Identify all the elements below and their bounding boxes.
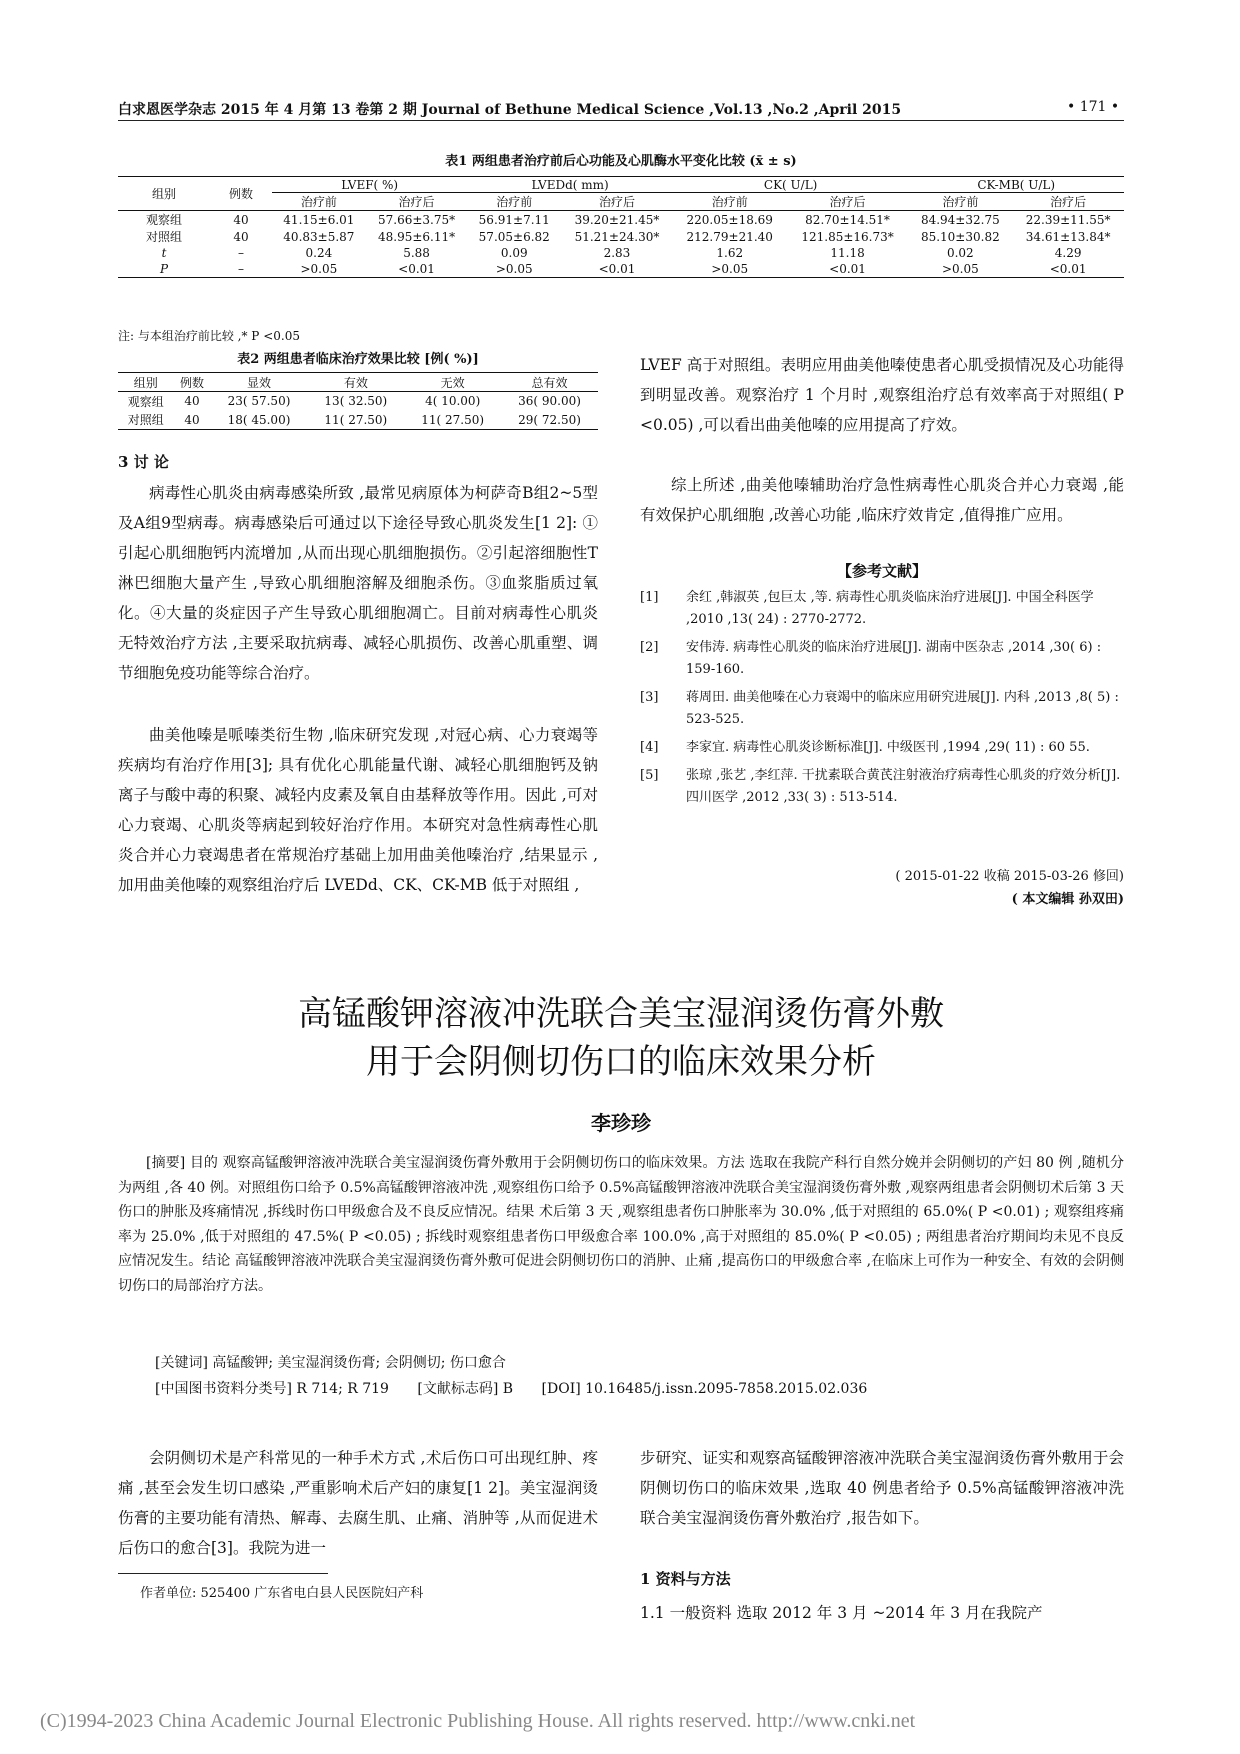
table1-header-ck: CK( U/L) [673, 177, 909, 193]
table-cell: 34.61±13.84* [1025, 229, 1111, 244]
table-cell: 4( 10.00) [425, 394, 481, 409]
table-cell: <0.01 [1012, 261, 1124, 277]
table-cell: 84.94±32.75 [920, 212, 1000, 227]
table-cell: 39.20±21.45* [574, 212, 660, 227]
table-cell: 40 [174, 411, 211, 430]
classification-number: [中国图书资料分类号] R 714; R 719 [155, 1381, 389, 1397]
table2 [118, 372, 598, 430]
editor-credit: ( 本文编辑 孙双田) [1011, 892, 1124, 907]
received-dates: ( 2015-01-22 收稿 2015-03-26 修回) [895, 869, 1124, 884]
table1-note: 注: 与本组治疗前比较 ,* P <0.05 [118, 329, 300, 343]
article-title-line: 高锰酸钾溶液冲洗联合美宝湿润烫伤膏外敷 [298, 994, 944, 1034]
table-cell: <0.01 [787, 261, 909, 277]
table-cell: P [118, 261, 210, 277]
article-classification [155, 1378, 1125, 1398]
table-row [118, 411, 598, 430]
table-cell: 4.29 [1054, 246, 1082, 260]
table-cell: 18( 45.00) [211, 411, 308, 430]
table1-header-lvedd: LVEDd( mm) [467, 177, 672, 193]
table-cell: 11( 27.50) [404, 411, 501, 430]
table1-caption: 表1 两组患者治疗前后心功能及心肌酶水平变化比较 (x̄ ± s) [445, 154, 797, 169]
table-cell: 48.95±6.11* [377, 229, 456, 244]
table2-caption: 表2 两组患者临床治疗效果比较 [例( %)] [237, 352, 479, 367]
table-cell: – [210, 261, 272, 277]
table1-subheader: 治疗后 [1012, 193, 1124, 211]
article-title-line: 用于会阴侧切伤口的临床效果分析 [366, 1042, 876, 1082]
table-cell: 对照组 [145, 230, 182, 244]
reference-text: 安伟涛. 病毒性心肌炎的临床治疗进展[J]. 湖南中医杂志 ,2014 ,30( 6) : 159-160. [686, 640, 1102, 677]
table1-subheader: 治疗后 [561, 193, 673, 211]
table-cell: 57.05±6.82 [478, 229, 550, 244]
subsection-general-data: 1.1 一般资料 选取 2012 年 3 月 ~2014 年 3 月在我院产 [640, 1604, 1043, 1622]
reference-number: [2] [640, 640, 659, 655]
table-cell: 85.10±30.82 [920, 229, 1000, 244]
table-cell: 对照组 [118, 411, 174, 430]
table-cell: 22.39±11.55* [1025, 212, 1111, 227]
table-cell: – [238, 246, 244, 260]
doi: [DOI] 10.16485/j.issn.2095-7858.2015.02.036 [541, 1381, 868, 1397]
reference-item [640, 637, 1124, 681]
table-cell: 220.05±18.69 [686, 212, 773, 227]
reference-text: 张琼 ,张艺 ,李红萍. 干扰素联合黄芪注射液治疗病毒性心肌炎的疗效分析[J]. 四川医学 ,2012 ,33( 3) : 513-514. [686, 768, 1121, 805]
table-cell: 56.91±7.11 [478, 212, 550, 227]
table-cell: 57.66±3.75* [377, 212, 456, 227]
reference-number: [5] [640, 768, 659, 783]
table-cell: 82.70±14.51* [805, 212, 890, 227]
table-row [118, 261, 1124, 277]
article-title [118, 990, 1124, 1086]
table1 [118, 176, 1124, 278]
table-cell: 0.09 [500, 246, 528, 260]
table-cell: 0.24 [305, 246, 333, 260]
reference-number: [1] [640, 590, 659, 605]
table2-header: 总有效 [501, 373, 598, 392]
reference-text: 李家宜. 病毒性心肌炎诊断标准[J]. 中级医刊 ,1994 ,29( 11) : 60 55. [686, 740, 1090, 755]
references-title: 【参考文献】 [836, 562, 927, 580]
page-number: • 171 • [1067, 99, 1120, 115]
table-cell: 观察组 [127, 394, 164, 409]
intro-paragraph: 步研究、证实和观察高锰酸钾溶液冲洗联合美宝湿润烫伤膏外敷用于会阴侧切伤口的临床效果 ,选取 40 例患者给予 0.5%高锰酸钾溶液冲洗联合美宝湿润烫伤膏外敷治疗 ,报告如下。 [640, 1449, 1124, 1527]
table-cell: >0.05 [467, 261, 561, 277]
copyright-watermark: (C)1994-2023 China Academic Journal Electronic Publishing House. All rights reserved. http://www.cnki.net [40, 1710, 916, 1732]
table2-header: 组别 [118, 373, 174, 392]
table1-header-n: 例数 [210, 177, 272, 211]
reference-item [640, 737, 1124, 759]
reference-item [640, 587, 1124, 631]
table-cell: 观察组 [145, 213, 182, 227]
table-cell: >0.05 [272, 261, 366, 277]
table-cell: <0.01 [366, 261, 468, 277]
table-cell: 1.62 [716, 246, 744, 260]
table-cell: 40 [233, 212, 249, 227]
table-cell: 11.18 [830, 246, 865, 260]
table-cell: 212.79±21.40 [686, 229, 773, 244]
table-cell: 5.88 [403, 246, 430, 260]
footnote-rule [118, 1573, 328, 1574]
discussion-paragraph: 病毒性心肌炎由病毒感染所致 ,最常见病原体为柯萨奇B组2~5型及A组9型病毒。病毒感染后可通过以下途径导致心肌炎发生[1 2]: ①引起心肌细胞钙内流增加 ,从而出现心肌细胞损伤。②引起溶细胞性T淋巴细胞大量产生 ,导致心肌细胞溶解及细胞杀伤。③血浆脂质过氧化。④大量的炎症因子产生导致心肌细胞凋亡。目前对病毒性心肌炎无特效治疗方法 ,主要采取抗病毒、减轻心肌损伤、改善心肌重塑、调节细胞免疫功能等综合治疗。 [118, 484, 598, 682]
table-cell: >0.05 [908, 261, 1012, 277]
table1-subheader: 治疗前 [908, 193, 1012, 211]
table1-subheader: 治疗前 [272, 193, 366, 211]
table2-header: 显效 [211, 373, 308, 392]
table-cell: t [161, 246, 167, 260]
table1-subheader: 治疗后 [366, 193, 468, 211]
article-author: 李珍珍 [591, 1111, 651, 1135]
table-cell: 51.21±24.30* [574, 229, 660, 244]
journal-header: 白求恩医学杂志 2015 年 4 月第 13 卷第 2 期 Journal of Bethune Medical Science ,Vol.13 ,No.2 ,April 2015 [118, 102, 902, 118]
discussion-paragraph: LVEF 高于对照组。表明应用曲美他嗪使患者心肌受损情况及心功能得到明显改善。观察治疗 1 个月时 ,观察组治疗总有效率高于对照组( P <0.05) ,可以看出曲美他嗪的应用提高了疗效。 [640, 356, 1124, 434]
table-row [118, 211, 1124, 229]
discussion-paragraph: 曲美他嗪是哌嗪类衍生物 ,临床研究发现 ,对冠心病、心力衰竭等疾病均有治疗作用[3]; 具有优化心肌能量代谢、减轻心肌细胞钙及钠离子与酸中毒的积聚、减轻内皮素及氧自由基释放等作用。因此 ,可对心力衰竭、心肌炎等病起到较好治疗作用。本研究对急性病毒性心肌炎合并心力衰竭患者在常规治疗基础上加用曲美他嗪治疗 ,结果显示 ,加用曲美他嗪的观察组治疗后 LVEDd、CK、CK-MB 低于对照组 , [118, 726, 598, 894]
table-cell: 11( 27.50) [307, 411, 404, 430]
table2-header: 有效 [307, 373, 404, 392]
table-cell: >0.05 [673, 261, 787, 277]
table-cell: 0.02 [946, 246, 974, 260]
table-row [118, 245, 1124, 261]
reference-list [640, 587, 1124, 815]
table2-header: 例数 [174, 373, 211, 392]
table-cell: 40 [233, 229, 249, 244]
document-code: [文献标志码] B [417, 1381, 514, 1397]
table1-header-group: 组别 [118, 177, 210, 211]
article-abstract: [摘要] 目的 观察高锰酸钾溶液冲洗联合美宝湿润烫伤膏外敷用于会阴侧切伤口的临床效果。方法 选取在我院产科行自然分娩并会阴侧切的产妇 80 例 ,随机分为两组 ,各 40 例。对照组伤口给予 0.5%高锰酸钾溶液冲洗 ,观察组伤口给予 0.5%高锰酸钾溶液冲洗联合美宝湿润烫伤膏外敷 ,观察两组患者会阴侧切术后第 3 天伤口的肿胀及疼痛情况 ,拆线时伤口甲级愈合及不良反应情况。结果 术后第 3 天 ,观察组患者伤口肿胀率为 30.0% ,低于对照组的 65.0%( P <0.01) ; 观察组疼痛率为 25.0% ,低于对照组的 47.5%( P <0.05) ; 拆线时观察组患者伤口甲级愈合率 100.0% ,高于对照组的 85.0%( P <0.05) ; 两组患者治疗期间均未见不良反应情况发生。结论 高锰酸钾溶液冲洗联合美宝湿润烫伤膏外敷可促进会阴侧切伤口的消肿、止痛 ,提高伤口的甲级愈合率 ,在临床上可作为一种安全、有效的会阴侧切伤口的局部治疗方法。 [118, 1155, 1124, 1294]
table1-subheader: 治疗后 [787, 193, 909, 211]
reference-number: [3] [640, 690, 659, 705]
table-cell: 41.15±6.01 [283, 212, 355, 227]
table-cell: 40 [184, 394, 200, 409]
table-row [118, 392, 598, 411]
table2-header: 无效 [404, 373, 501, 392]
reference-item [640, 765, 1124, 809]
table-cell: 13( 32.50) [324, 394, 388, 409]
reference-item [640, 687, 1124, 731]
table1-subheader: 治疗前 [467, 193, 561, 211]
author-affiliation: 作者单位: 525400 广东省电白县人民医院妇产科 [140, 1586, 424, 1601]
article-keywords: [关键词] 高锰酸钾; 美宝湿润烫伤膏; 会阴侧切; 伤口愈合 [155, 1355, 506, 1371]
table-cell: 40.83±5.87 [283, 229, 355, 244]
header-rule [118, 120, 1124, 121]
table-cell: 29( 72.50) [501, 411, 598, 430]
table-cell: 23( 57.50) [227, 394, 291, 409]
discussion-paragraph: 综上所述 ,曲美他嗪辅助治疗急性病毒性心肌炎合并心力衰竭 ,能有效保护心肌细胞 ,改善心功能 ,临床疗效肯定 ,值得推广应用。 [640, 476, 1124, 524]
intro-paragraph: 会阴侧切术是产科常见的一种手术方式 ,术后伤口可出现红肿、疼痛 ,甚至会发生切口感染 ,严重影响术后产妇的康复[1 2]。美宝湿润烫伤膏的主要功能有清热、解毒、去腐生肌、止痛、消肿等 ,从而促进术后伤口的愈合[3]。我院为进一 [118, 1449, 598, 1557]
table1-subheader: 治疗前 [673, 193, 787, 211]
reference-text: 蒋周田. 曲美他嗪在心力衰竭中的临床应用研究进展[J]. 内科 ,2013 ,8( 5) : 523-525. [686, 690, 1119, 727]
reference-text: 余红 ,韩淑英 ,包巨太 ,等. 病毒性心肌炎临床治疗进展[J]. 中国全科医学 ,2010 ,13( 24) : 2770-2772. [686, 590, 1094, 627]
table1-header-ckmb: CK-MB( U/L) [908, 177, 1124, 193]
section-title-methods: 1 资料与方法 [640, 1570, 731, 1588]
table-cell: 2.83 [603, 246, 631, 260]
reference-number: [4] [640, 740, 659, 755]
table-cell: 121.85±16.73* [801, 229, 894, 244]
table-row [118, 228, 1124, 245]
table-cell: 36( 90.00) [518, 394, 581, 409]
section-title-discussion: 3 讨 论 [118, 453, 169, 471]
table1-header-lvef: LVEF( %) [272, 177, 467, 193]
table-cell: <0.01 [561, 261, 673, 277]
